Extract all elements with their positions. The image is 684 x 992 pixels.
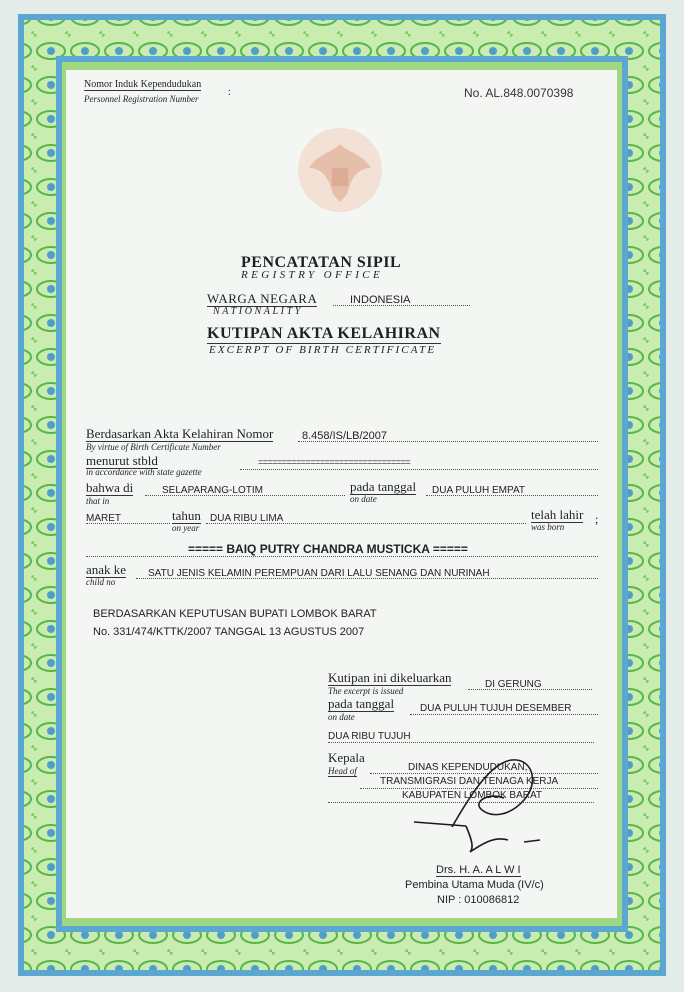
signatory-rank: Pembina Utama Muda (IV/c) (405, 879, 544, 891)
signatory-name: Drs. H. A. A L W I (436, 864, 521, 876)
deed-translation: By virtue of Birth Certificate Number (86, 442, 221, 452)
child-no-translation: child no (86, 577, 116, 587)
decree-line-1: BERDASARKAN KEPUTUSAN BUPATI LOMBOK BARAT (93, 608, 377, 620)
registry-translation: REGISTRY OFFICE (241, 269, 384, 281)
issue-date-value: DUA PULUH TUJUH DESEMBER (420, 703, 572, 714)
stbld-translation: in accordance with state gazette (86, 467, 202, 477)
issue-date-translation: on date (328, 712, 355, 722)
office-line-2: TRANSMIGRASI DAN TENAGA KERJA (380, 776, 559, 787)
deed-label: Berdasarkan Akta Kelahiran Nomor (86, 426, 274, 441)
signature-icon (412, 752, 562, 872)
stbld-label: menurut stbld (86, 453, 158, 468)
issue-year-value: DUA RIBU TUJUH (328, 731, 411, 742)
signatory-nip: NIP : 010086812 (437, 894, 520, 906)
nik-translation: Personnel Registration Number (84, 94, 199, 104)
office-line-3: KABUPATEN LOMBOK BARAT (402, 790, 543, 801)
nik-colon: : (228, 87, 231, 98)
registry-title: PENCATATAN SIPIL (241, 254, 402, 271)
document-title: KUTIPAN AKTA KELAHIRAN (207, 325, 441, 342)
nationality-value: INDONESIA (350, 294, 411, 306)
child-no-label: anak ke (86, 562, 127, 577)
issued-translation: The excerpt is issued (328, 686, 404, 696)
issued-value: DI GERUNG (485, 679, 542, 690)
year-translation: on year (172, 523, 200, 533)
birth-certificate: Nomor Induk Kependudukan Personnel Registration Number : No. AL.848.0070398 PENCATATAN SIPIL REGISTRY OFFICE WARGA NEGARA NATIONALITY INDONESIA KUTIPAN AKTA KELAHIRAN EXCERPT OF BIRTH CERTIFICATE Berdasarkan Akta Kelahiran Nomor By virtue of Birth Certificate Number 8.458/IS/LB/2007 menurut stbld in accordance with state gazette ================================ bahwa di that in SELAPARANG-LOTIM pada tanggal on date DUA PULUH EMPAT MARET tahun on year DUA RIBU LIMA telah lahir was born ; ===== BAIQ PUTRY CHANDRA MUSTICKA ===== anak ke child no SATU JENIS KELAMIN PEREMPUAN DARI LALU SENANG DAN NURINAH BERDASARKAN KEPUTUSAN BUPATI LOMBOK BARAT No. 331/474/KTTK/2007 TANGGAL 13 AGUSTUS 2007 Kutipan ini dikeluarkan The excerpt is issued DI GERUNG pada tanggal on date DUA PULUH TUJUH DESEMBER DUA RIBU TUJUH Kepala Head of DINAS KEPENDUDUKAN, TRANSMIGRASI DAN TENAGA KERJA KABUPATEN LOMBOK BARAT Drs. H. A. A L W I Pembina Utama Muda (IV/c) NIP : 010086812 (0, 0, 684, 992)
born-label: telah lahir (531, 507, 584, 522)
place-value: SELAPARANG-LOTIM (162, 485, 263, 496)
nationality-label: WARGA NEGARA (207, 291, 318, 306)
document-translation: EXCERPT OF BIRTH CERTIFICATE (209, 344, 437, 356)
place-label: bahwa di (86, 480, 134, 495)
office-line-1: DINAS KEPENDUDUKAN, (408, 762, 528, 773)
nationality-translation: NATIONALITY (213, 306, 303, 317)
child-name: ===== BAIQ PUTRY CHANDRA MUSTICKA ===== (188, 542, 468, 556)
place-translation: that in (86, 496, 110, 506)
date-label: pada tanggal (350, 479, 417, 494)
head-translation: Head of (328, 766, 357, 776)
decree-line-2: No. 331/474/KTTK/2007 TANGGAL 13 AGUSTUS 2007 (93, 626, 365, 638)
garuda-emblem-icon (295, 124, 385, 216)
year-value: DUA RIBU LIMA (210, 513, 284, 524)
date-value: DUA PULUH EMPAT (432, 485, 525, 496)
head-label: Kepala (328, 750, 365, 765)
child-no-value: SATU JENIS KELAMIN PEREMPUAN DARI LALU SENANG DAN NURINAH (148, 568, 490, 579)
nik-label: Nomor Induk Kependudukan (84, 79, 202, 90)
issued-label: Kutipan ini dikeluarkan (328, 670, 452, 685)
stbld-value: ================================ (258, 457, 411, 467)
month-value: MARET (86, 513, 121, 524)
year-label: tahun (172, 508, 201, 523)
born-translation: was born (531, 522, 565, 532)
issue-date-label: pada tanggal (328, 696, 395, 711)
date-translation: on date (350, 494, 377, 504)
deed-value: 8.458/IS/LB/2007 (302, 430, 388, 442)
certificate-number: No. AL.848.0070398 (464, 86, 574, 100)
